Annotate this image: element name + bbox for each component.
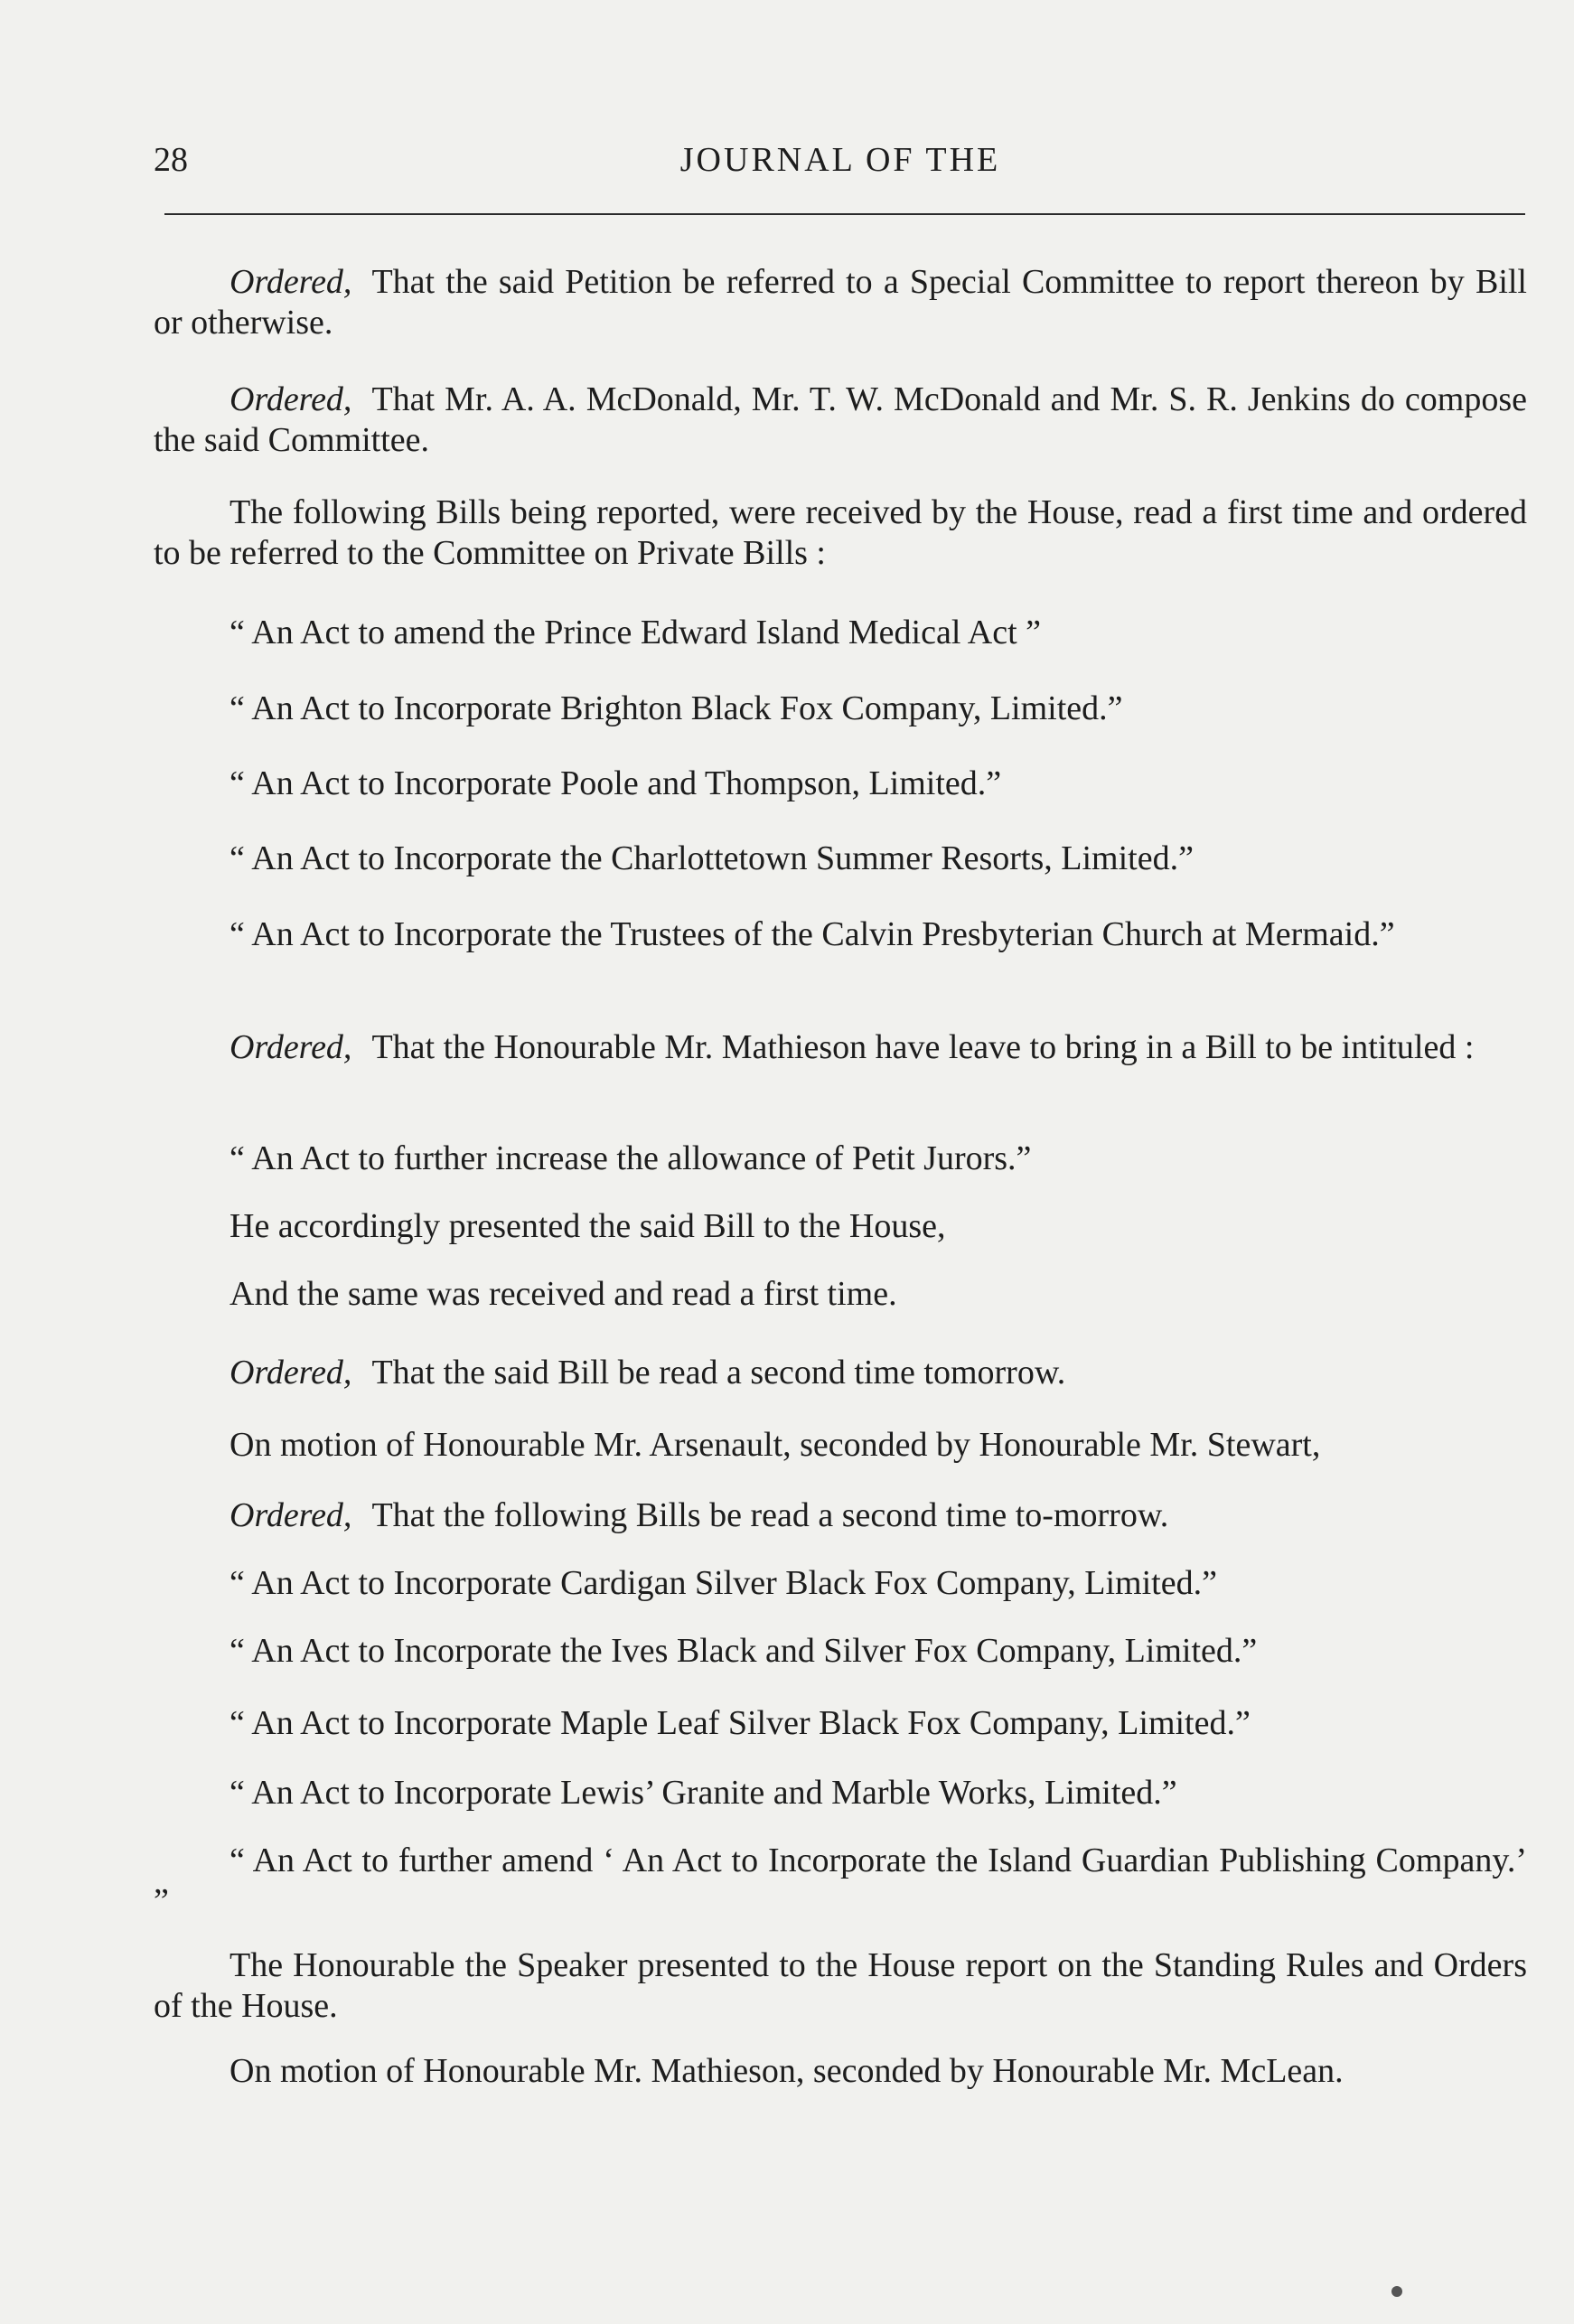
ordered-label: Ordered,: [230, 263, 352, 301]
paragraph-text: That Mr. A. A. McDonald, Mr. T. W. McDonald and Mr. S. R. Jenkins do compose the said Committee.: [154, 380, 1527, 459]
header-rule: [164, 213, 1525, 215]
paragraph-text: That the said Bill be read a second time tomorrow.: [371, 1354, 1066, 1392]
ordered-paragraph: [154, 1027, 1527, 1068]
running-title: JOURNAL OF THE: [679, 141, 1001, 179]
ordered-paragraph: [154, 262, 1527, 343]
ordered-label: Ordered,: [230, 1496, 352, 1534]
paragraph-text: That the Honourable Mr. Mathieson have leave to bring in a Bill to be intituled :: [371, 1028, 1475, 1066]
paragraph-text: That the following Bills be read a second time to-morrow.: [371, 1496, 1169, 1534]
bill-title: [154, 914, 1527, 955]
paragraph-text: On motion of Honourable Mr. Mathieson, seconded by Honourable Mr. McLean.: [230, 2052, 1344, 2090]
motion-line: On motion of Honourable Mr. Arsenault, seconded by Honourable Mr. Stewart,: [230, 1426, 1321, 1464]
motion-paragraph: [154, 2051, 1527, 2092]
paragraph-text: The Honourable the Speaker presented to the House report on the Standing Rules and Orders of the House.: [154, 1946, 1527, 2025]
paragraph-text: “ An Act to further amend ‘ An Act to Incorporate the Island Guardian Publishing Company.’ ”: [154, 1841, 1527, 1920]
paragraph-text: That the said Petition be referred to a Special Committee to report thereon by Bill or otherwise.: [154, 263, 1527, 342]
bill-title: [154, 1841, 1527, 1922]
ordered-label: Ordered,: [230, 1354, 352, 1392]
bill-title: “ An Act to further increase the allowance of Petit Jurors.”: [230, 1139, 1032, 1177]
bills-reported-paragraph: [154, 492, 1527, 574]
ink-speck: [1391, 2286, 1402, 2297]
bill-title: “ An Act to Incorporate Maple Leaf Silver Black Fox Company, Limited.”: [230, 1704, 1251, 1742]
ordered-paragraph: [154, 380, 1527, 461]
page-number: 28: [154, 141, 188, 179]
bill-title: “ An Act to Incorporate the Charlottetown Summer Resorts, Limited.”: [230, 839, 1194, 877]
statement-line: And the same was received and read a first time.: [230, 1275, 897, 1313]
bill-title: “ An Act to amend the Prince Edward Island Medical Act ”: [230, 614, 1042, 651]
bill-title: “ An Act to Incorporate Lewis’ Granite and Marble Works, Limited.”: [230, 1774, 1177, 1812]
speaker-report-paragraph: [154, 1945, 1527, 2027]
bill-title: “ An Act to Incorporate the Ives Black and Silver Fox Company, Limited.”: [230, 1632, 1258, 1670]
bill-title: “ An Act to Incorporate Poole and Thompson, Limited.”: [230, 764, 1002, 802]
statement-line: He accordingly presented the said Bill to the House,: [230, 1207, 946, 1245]
page-header: [154, 140, 1527, 191]
paragraph-text: The following Bills being reported, were received by the House, read a first time and ordered to be referred to the Committee on Private Bills :: [154, 493, 1527, 572]
ordered-paragraph: [230, 1353, 1527, 1393]
bill-title: “ An Act to Incorporate Cardigan Silver Black Fox Company, Limited.”: [230, 1564, 1217, 1602]
ordered-label: Ordered,: [230, 1028, 352, 1066]
paragraph-text: “ An Act to Incorporate the Trustees of the Calvin Presbyterian Church at Mermaid.”: [230, 915, 1395, 953]
ordered-paragraph: [230, 1495, 1527, 1536]
bill-title: “ An Act to Incorporate Brighton Black Fox Company, Limited.”: [230, 689, 1123, 727]
ordered-label: Ordered,: [230, 380, 352, 418]
